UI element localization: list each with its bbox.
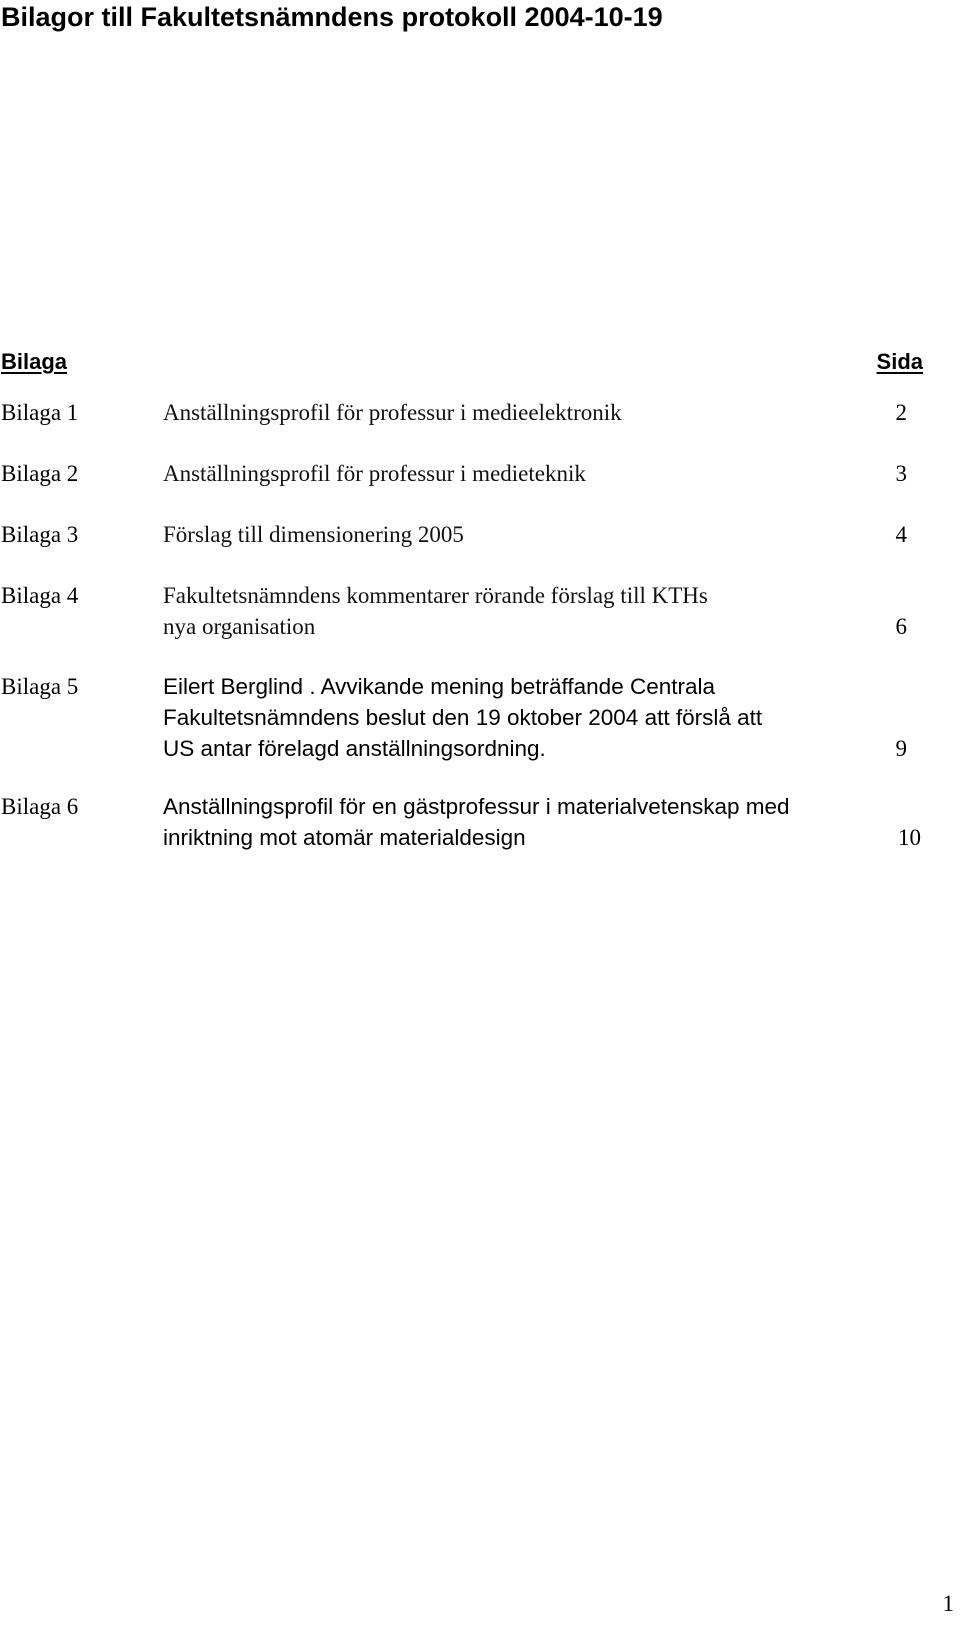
- toc-row-bilaga-2: [1, 458, 923, 489]
- bilaga-label: Bilaga 1: [1, 400, 79, 425]
- page-number: 1: [942, 1591, 954, 1616]
- description-line: Fakultetsnämndens beslut den 19 oktober 2004 att förslå att: [163, 705, 763, 730]
- header-sida: Sida: [876, 349, 923, 374]
- bilaga-description: [163, 519, 853, 550]
- page-reference: 2: [895, 400, 907, 425]
- page-reference: 6: [895, 614, 907, 639]
- description-line: Anställningsprofil för en gästprofessur i materialvetenskap med: [163, 794, 790, 819]
- page-reference: 10: [898, 825, 921, 850]
- description-line: nya organisation: [163, 614, 316, 639]
- bilaga-label: Bilaga 2: [1, 461, 79, 486]
- toc-row-bilaga-6: [1, 791, 923, 853]
- description-line: Anställningsprofil för professur i medieelektronik: [163, 400, 622, 425]
- description-line: US antar förelagd anställningsordning.: [163, 736, 546, 761]
- bilaga-description: [163, 458, 853, 489]
- description-line: Fakultetsnämndens kommentarer rörande förslag till KTHs: [163, 583, 708, 608]
- description-line: Eilert Berglind . Avvikande mening beträffande Centrala: [163, 674, 716, 699]
- page-reference: 9: [895, 736, 907, 761]
- bilaga-label: Bilaga 6: [1, 794, 79, 819]
- bilaga-label: Bilaga 4: [1, 583, 79, 608]
- bilaga-label: Bilaga 5: [1, 674, 79, 699]
- bilaga-description: [163, 671, 853, 764]
- toc-header: [1, 346, 923, 378]
- document-title: Bilagor till Fakultetsnämndens protokoll 2004-10-19: [1, 2, 663, 32]
- toc-row-bilaga-5: [1, 671, 923, 764]
- page-reference: 3: [895, 461, 907, 486]
- toc-row-bilaga-3: [1, 519, 923, 550]
- bilaga-description: [163, 397, 853, 428]
- bilaga-description: [163, 791, 853, 853]
- bilaga-label: Bilaga 3: [1, 522, 79, 547]
- page-reference: 4: [895, 522, 907, 547]
- bilaga-description: [163, 580, 853, 642]
- header-bilaga: Bilaga: [1, 349, 68, 374]
- toc-row-bilaga-1: [1, 397, 923, 428]
- description-line: inriktning mot atomär materialdesign: [163, 825, 526, 850]
- description-line: Anställningsprofil för professur i medieteknik: [163, 461, 586, 486]
- description-line: Förslag till dimensionering 2005: [163, 522, 464, 547]
- toc-row-bilaga-4: [1, 580, 923, 642]
